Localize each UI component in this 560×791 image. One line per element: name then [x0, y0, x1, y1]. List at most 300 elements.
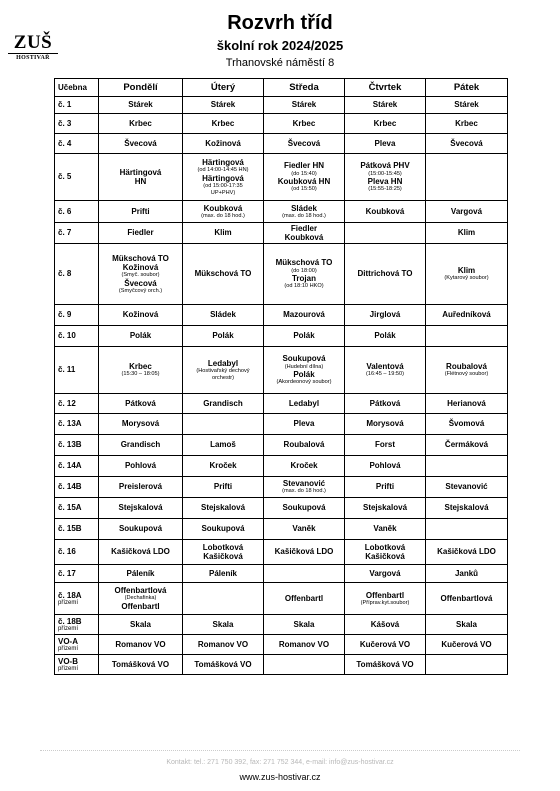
- teacher-name: Janků: [454, 568, 479, 578]
- schedule-note: (16:45 – 19:50): [366, 371, 404, 378]
- schedule-cell-friday: [426, 414, 508, 435]
- schedule-cell-friday: [426, 540, 508, 565]
- schedule-note: (Hostivařský dechový: [196, 368, 250, 375]
- schedule-row: [55, 519, 508, 540]
- schedule-cell-tuesday: [183, 154, 264, 201]
- teacher-name: Stárek: [128, 100, 153, 110]
- teacher-name: Krbec: [211, 118, 235, 128]
- teacher-name: Offenbartl: [365, 590, 405, 600]
- teacher-name: Kožinová: [122, 310, 159, 320]
- schedule-row: [55, 583, 508, 615]
- schedule-cell-friday: [426, 635, 508, 655]
- teacher-name: Krbec: [129, 362, 152, 372]
- teacher-name: Fiedler: [290, 223, 318, 233]
- teacher-name: Vaněk: [373, 524, 397, 534]
- schedule-cell-friday: [426, 435, 508, 456]
- schedule-cell-monday: [99, 223, 183, 244]
- schedule-cell-thursday: [345, 477, 426, 498]
- teacher-name: Prifti: [213, 482, 233, 492]
- room-cell: [55, 435, 99, 456]
- schedule-note: (od 15:50): [291, 186, 317, 193]
- teacher-name: Forst: [375, 440, 395, 450]
- schedule-row: [55, 540, 508, 565]
- room-label: č. 17: [58, 568, 76, 578]
- teacher-name: Koubková: [365, 206, 405, 216]
- schedule-cell-monday: [99, 244, 183, 305]
- schedule-note: (od 18:10 HKO): [284, 283, 324, 290]
- teacher-name: Švecová: [287, 138, 321, 148]
- schedule-cell-thursday: [345, 134, 426, 154]
- schedule-cell-wednesday: [264, 477, 345, 498]
- schedule-cell-thursday: [345, 540, 426, 565]
- schedule-cell-monday: [99, 435, 183, 456]
- teacher-name: Kašičková: [203, 552, 243, 561]
- teacher-name: Kožinová: [205, 138, 241, 148]
- teacher-name: Pátková PHV: [360, 161, 410, 171]
- room-label: č. 10: [58, 331, 76, 341]
- room-column-header: Učebna: [55, 79, 99, 97]
- teacher-name: Kašičková LDO: [437, 547, 496, 557]
- teacher-name: Kroček: [209, 461, 237, 471]
- schedule-cell-friday: [426, 394, 508, 414]
- schedule-cell-tuesday: [183, 97, 264, 114]
- schedule-cell-thursday: [345, 414, 426, 435]
- schedule-row: [55, 114, 508, 134]
- day-header-friday: Pátek: [426, 79, 508, 97]
- schedule-cell-monday: [99, 326, 183, 347]
- schedule-note: (max. do 18 hod.): [282, 212, 326, 219]
- teacher-name: Ledabyl: [288, 398, 320, 408]
- room-label: VO-B: [58, 656, 78, 666]
- teacher-name: Pohlová: [369, 461, 401, 471]
- schedule-cell-wednesday: [264, 456, 345, 477]
- schedule-cell-monday: [99, 583, 183, 615]
- schedule-cell-wednesday: [264, 114, 345, 134]
- schedule-cell-tuesday: [183, 394, 264, 414]
- room-cell: [55, 565, 99, 583]
- day-header-tuesday: Úterý: [183, 79, 264, 97]
- schedule-cell-friday: [426, 134, 508, 154]
- schedule-cell-thursday: [345, 326, 426, 347]
- room-cell: [55, 347, 99, 394]
- teacher-name: Kroček: [290, 461, 318, 471]
- room-cell: [55, 655, 99, 675]
- schedule-row: [55, 305, 508, 326]
- schedule-cell-monday: [99, 519, 183, 540]
- teacher-name: Roubalová: [283, 440, 325, 450]
- teacher-name: Kučerová VO: [441, 639, 492, 649]
- schedule-cell-friday: [426, 519, 508, 540]
- room-floor-note: přízemí: [58, 665, 79, 672]
- teacher-name: Offenbartlová: [440, 593, 493, 603]
- teacher-name: Kašičková LDO: [274, 547, 334, 557]
- teacher-name: Skala: [456, 619, 477, 629]
- logo-text: ZUŠ: [13, 32, 53, 53]
- schedule-cell-thursday: [345, 114, 426, 134]
- schedule-cell-friday: [426, 565, 508, 583]
- schedule-cell-thursday: [345, 565, 426, 583]
- schedule-cell-wednesday: [264, 347, 345, 394]
- schedule-cell-wednesday: [264, 615, 345, 635]
- schedule-cell-thursday: [345, 435, 426, 456]
- schedule-row: [55, 635, 508, 655]
- schedule-cell-friday: [426, 223, 508, 244]
- schedule-table: [54, 78, 508, 675]
- teacher-name: Švomová: [448, 419, 485, 429]
- schedule-cell-tuesday: [183, 456, 264, 477]
- schedule-cell-tuesday: [183, 244, 264, 305]
- schedule-row: [55, 394, 508, 414]
- schedule-cell-wednesday: [264, 223, 345, 244]
- schedule-cell-monday: [99, 498, 183, 519]
- teacher-name: Offenbartlová: [114, 586, 167, 595]
- schedule-cell-tuesday: [183, 583, 264, 615]
- schedule-cell-tuesday: [183, 635, 264, 655]
- teacher-name: Soukupová: [282, 354, 326, 364]
- teacher-name: Morysová: [121, 419, 160, 429]
- teacher-name: Härtingová: [202, 173, 244, 183]
- room-cell: [55, 223, 99, 244]
- teacher-name: Klim: [457, 228, 476, 238]
- teacher-name: Vargová: [369, 568, 401, 578]
- schedule-row: [55, 435, 508, 456]
- schedule-row: [55, 498, 508, 519]
- room-label: č. 18A: [58, 590, 82, 600]
- schedule-cell-friday: [426, 97, 508, 114]
- teacher-name: Herianová: [447, 398, 486, 408]
- schedule-cell-thursday: [345, 394, 426, 414]
- schedule-row: [55, 615, 508, 635]
- schedule-row: [55, 134, 508, 154]
- schedule-cell-thursday: [345, 201, 426, 223]
- schedule-cell-friday: [426, 456, 508, 477]
- page-title: Rozvrh tříd: [227, 12, 333, 34]
- teacher-name: Stevanović: [445, 482, 488, 492]
- schedule-cell-thursday: [345, 305, 426, 326]
- teacher-name: Krbec: [292, 118, 316, 128]
- teacher-name: Dittrichová TO: [357, 269, 413, 279]
- schedule-cell-monday: [99, 394, 183, 414]
- schedule-row: [55, 655, 508, 675]
- teacher-name: Krbec: [455, 118, 478, 128]
- teacher-name: Stevanović: [282, 479, 326, 489]
- schedule-cell-monday: [99, 655, 183, 675]
- teacher-name: Polák: [374, 331, 396, 341]
- teacher-name: Polák: [129, 331, 152, 341]
- schedule-note: (15:00-15:45): [368, 170, 402, 177]
- schedule-cell-friday: [426, 201, 508, 223]
- schedule-cell-tuesday: [183, 223, 264, 244]
- room-cell: [55, 201, 99, 223]
- room-label: č. 14B: [58, 482, 82, 492]
- schedule-cell-tuesday: [183, 305, 264, 326]
- schedule-cell-wednesday: [264, 519, 345, 540]
- schedule-cell-wednesday: [264, 435, 345, 456]
- schedule-note: (Flétnový soubor): [444, 371, 489, 378]
- teacher-name: Grandisch: [203, 398, 243, 408]
- schedule-row: [55, 223, 508, 244]
- schedule-note: (Akordeonový soubor): [276, 379, 332, 386]
- teacher-name: Preislerová: [118, 482, 163, 492]
- schedule-cell-monday: [99, 347, 183, 394]
- room-label: č. 8: [58, 269, 72, 279]
- schedule-note: (max. do 18 hod.): [201, 212, 245, 219]
- teacher-name: Stejskalová: [118, 503, 163, 513]
- teacher-name: Prifti: [375, 482, 395, 492]
- teacher-name: Tomášková VO: [194, 659, 252, 669]
- room-cell: [55, 583, 99, 615]
- teacher-name: Pleva: [293, 419, 315, 429]
- room-label: č. 7: [58, 228, 72, 238]
- teacher-name: Čermáková: [444, 440, 489, 450]
- schedule-cell-wednesday: [264, 201, 345, 223]
- teacher-name: Fiedler: [127, 228, 154, 238]
- schedule-note: (od 15:00-17:35: [203, 183, 243, 190]
- teacher-name: Vaněk: [292, 524, 316, 534]
- teacher-name: Mükschová TO: [112, 253, 169, 263]
- room-cell: [55, 635, 99, 655]
- schedule-cell-monday: [99, 615, 183, 635]
- room-cell: [55, 456, 99, 477]
- schedule-cell-tuesday: [183, 519, 264, 540]
- schedule-cell-monday: [99, 540, 183, 565]
- teacher-name: Páleník: [208, 568, 237, 578]
- room-label: č. 6: [58, 206, 72, 216]
- teacher-name: Offenbartl: [284, 593, 324, 603]
- schedule-cell-thursday: [345, 244, 426, 305]
- schedule-cell-wednesday: [264, 565, 345, 583]
- teacher-name: Stárek: [372, 100, 398, 110]
- schedule-cell-wednesday: [264, 498, 345, 519]
- teacher-name: Grandisch: [120, 440, 161, 450]
- schedule-cell-tuesday: [183, 477, 264, 498]
- schedule-cell-wednesday: [264, 326, 345, 347]
- schedule-cell-tuesday: [183, 540, 264, 565]
- schedule-row: [55, 201, 508, 223]
- teacher-name: Krbec: [373, 118, 397, 128]
- schedule-cell-monday: [99, 635, 183, 655]
- schedule-cell-tuesday: [183, 615, 264, 635]
- schedule-cell-wednesday: [264, 154, 345, 201]
- schedule-cell-wednesday: [264, 583, 345, 615]
- teacher-name: Romanov VO: [197, 639, 249, 649]
- day-header-wednesday: Středa: [264, 79, 345, 97]
- school-year: školní rok 2024/2025: [216, 38, 344, 53]
- teacher-name: Polák: [293, 331, 315, 341]
- schedule-cell-friday: [426, 305, 508, 326]
- teacher-name: Polák: [212, 331, 234, 341]
- teacher-name: Morysová: [366, 419, 404, 429]
- schedule-cell-wednesday: [264, 244, 345, 305]
- teacher-name: Lobotková: [364, 542, 406, 552]
- schedule-cell-tuesday: [183, 435, 264, 456]
- schedule-row: [55, 97, 508, 114]
- teacher-name: Páleník: [126, 568, 155, 578]
- schedule-cell-monday: [99, 305, 183, 326]
- schedule-cell-wednesday: [264, 635, 345, 655]
- room-label: č. 18B: [58, 616, 82, 626]
- schedule-cell-thursday: [345, 655, 426, 675]
- room-label: č. 15B: [58, 524, 82, 534]
- schedule-cell-tuesday: [183, 414, 264, 435]
- schedule-cell-wednesday: [264, 134, 345, 154]
- schedule-note: (15:30 – 18:05): [121, 371, 160, 378]
- teacher-name: Romanov VO: [278, 639, 330, 649]
- teacher-name: Švecová: [124, 138, 157, 148]
- teacher-name: Pohlová: [124, 461, 157, 471]
- schedule-cell-thursday: [345, 519, 426, 540]
- schedule-cell-friday: [426, 655, 508, 675]
- schedule-cell-wednesday: [264, 414, 345, 435]
- teacher-name: Mükschová TO: [275, 258, 333, 268]
- schedule-cell-friday: [426, 498, 508, 519]
- room-label: č. 5: [58, 172, 72, 182]
- room-label: č. 3: [58, 118, 72, 128]
- room-cell: [55, 414, 99, 435]
- teacher-name: Kášová: [370, 619, 400, 629]
- teacher-name: Härtingová: [202, 158, 244, 168]
- schedule-note: (do 18:00): [291, 267, 317, 274]
- schedule-cell-friday: [426, 326, 508, 347]
- teacher-name: Lobotková: [202, 542, 244, 552]
- schedule-cell-friday: [426, 477, 508, 498]
- schedule-cell-wednesday: [264, 305, 345, 326]
- teacher-name: Švecová: [450, 138, 483, 148]
- schedule-row: [55, 565, 508, 583]
- teacher-name: Soukupová: [118, 524, 163, 534]
- teacher-name: Pleva: [374, 138, 396, 148]
- schedule-row: [55, 347, 508, 394]
- room-cell: [55, 540, 99, 565]
- teacher-name: Koubková: [284, 233, 324, 242]
- teacher-name: Sládek: [291, 203, 317, 213]
- teacher-name: Ledabyl: [207, 358, 239, 368]
- teacher-name: Skala: [212, 619, 234, 629]
- teacher-name: Härtingová: [119, 167, 162, 177]
- schedule-cell-monday: [99, 114, 183, 134]
- schedule-note: (Příprav.kyt.soubor): [360, 599, 410, 606]
- teacher-name: Soukupová: [201, 524, 245, 534]
- teacher-name: Klim: [457, 266, 476, 276]
- schedule-note: (Hudební dílna): [284, 363, 324, 370]
- teacher-name: Skala: [130, 619, 151, 629]
- room-label: VO-A: [58, 636, 78, 646]
- schedule-cell-thursday: [345, 223, 426, 244]
- teacher-name: Polák: [293, 370, 315, 379]
- schedule-note: (Kytarový soubor): [444, 275, 489, 282]
- schedule-row: [55, 456, 508, 477]
- teacher-name: Roubalová: [446, 362, 487, 372]
- schedule-cell-tuesday: [183, 326, 264, 347]
- room-label: č. 9: [58, 310, 72, 320]
- teacher-name: Skala: [293, 619, 315, 629]
- room-cell: [55, 114, 99, 134]
- schedule-cell-thursday: [345, 615, 426, 635]
- schedule-cell-tuesday: [183, 201, 264, 223]
- teacher-name: Auředníková: [442, 310, 491, 320]
- schedule-cell-wednesday: [264, 655, 345, 675]
- teacher-name: Prifti: [131, 206, 150, 216]
- schedule-cell-thursday: [345, 456, 426, 477]
- logo-subtext: HOSTIVAŘ: [8, 53, 58, 61]
- schedule-note: (Dechafinka): [124, 595, 157, 602]
- room-label: č. 16: [58, 547, 76, 557]
- teacher-name: Kašičková LDO: [111, 547, 170, 557]
- room-label: č. 15A: [58, 503, 82, 513]
- teacher-name: Lamoš: [210, 440, 236, 450]
- teacher-name: Kožinová: [122, 262, 159, 272]
- schedule-cell-thursday: [345, 154, 426, 201]
- room-cell: [55, 519, 99, 540]
- schedule-cell-monday: [99, 477, 183, 498]
- schedule-note: (max. do 18 hod.): [282, 488, 326, 495]
- schedule-cell-monday: [99, 154, 183, 201]
- schedule-cell-friday: [426, 583, 508, 615]
- room-cell: [55, 97, 99, 114]
- teacher-name: Pátková: [369, 398, 401, 408]
- room-floor-note: přízemí: [58, 645, 79, 652]
- room-label: č. 13A: [58, 419, 82, 429]
- teacher-name: Pátková: [125, 398, 156, 408]
- schedule-cell-friday: [426, 114, 508, 134]
- schedule-cell-thursday: [345, 498, 426, 519]
- teacher-name: Trojan: [291, 274, 316, 283]
- schedule-note: orchestr): [211, 374, 235, 381]
- schedule-cell-tuesday: [183, 655, 264, 675]
- room-label: č. 12: [58, 398, 76, 408]
- schedule-cell-thursday: [345, 347, 426, 394]
- room-cell: [55, 615, 99, 635]
- schedule-cell-friday: [426, 154, 508, 201]
- schedule-cell-tuesday: [183, 134, 264, 154]
- schedule-cell-monday: [99, 134, 183, 154]
- schedule-cell-thursday: [345, 583, 426, 615]
- room-floor-note: přízemí: [58, 625, 79, 632]
- teacher-name: Tomášková VO: [356, 659, 414, 669]
- school-address: Trhanovské náměstí 8: [225, 57, 335, 69]
- teacher-name: Koubková: [203, 203, 243, 213]
- teacher-name: Kučerová VO: [359, 639, 411, 649]
- schedule-cell-monday: [99, 565, 183, 583]
- schedule-cell-monday: [99, 414, 183, 435]
- schedule-row: [55, 326, 508, 347]
- room-cell: [55, 326, 99, 347]
- day-header-monday: Pondělí: [99, 79, 183, 97]
- schedule-cell-wednesday: [264, 394, 345, 414]
- teacher-name: Stárek: [210, 100, 236, 110]
- teacher-name: Stejskalová: [362, 503, 408, 513]
- schedule-cell-monday: [99, 97, 183, 114]
- schedule-note: UP+PHV): [210, 189, 236, 196]
- teacher-name: Offenbartl: [121, 601, 160, 611]
- footer-website: www.zus-hostivar.cz: [239, 772, 321, 782]
- teacher-name: Krbec: [129, 118, 152, 128]
- footer-divider: [40, 750, 520, 751]
- teacher-name: Soukupová: [282, 503, 326, 513]
- room-label: č. 1: [58, 100, 72, 110]
- schedule-cell-tuesday: [183, 347, 264, 394]
- room-cell: [55, 477, 99, 498]
- teacher-name: Stárek: [291, 100, 317, 110]
- room-label: č. 13B: [58, 440, 82, 450]
- schedule-cell-wednesday: [264, 540, 345, 565]
- schedule-row: [55, 154, 508, 201]
- schedule-cell-friday: [426, 244, 508, 305]
- room-cell: [55, 244, 99, 305]
- room-label: č. 11: [58, 365, 76, 375]
- schedule-body: [55, 97, 508, 675]
- schedule-note: (15:55-18:25): [368, 186, 402, 193]
